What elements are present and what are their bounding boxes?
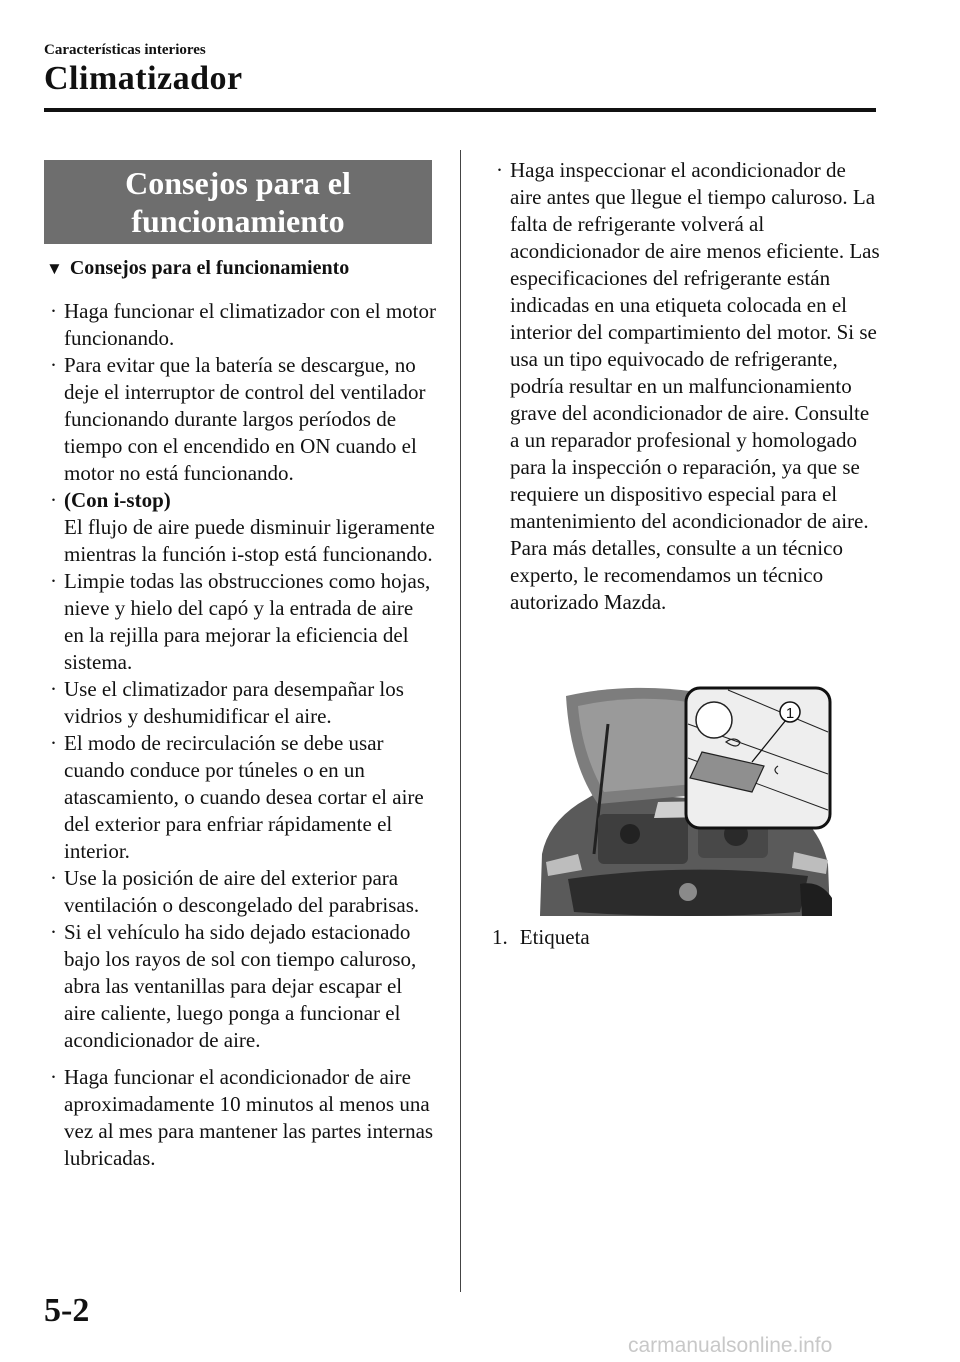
subheading-text: Consejos para el funcionamiento [69, 257, 350, 279]
bullet-icon: · [50, 1065, 57, 1089]
list-item [46, 298, 438, 352]
list-item [492, 157, 880, 616]
list-item [46, 352, 438, 487]
list-item-text: Para evitar que la batería se descargue, no deje el interruptor de control del ventilador funcionando durante largos períodos de tiempo con el encendido en ON cuando el motor no está funcionando. [64, 353, 426, 485]
bullet-icon: · [50, 866, 57, 890]
figure-caption [492, 924, 590, 951]
list-item [46, 676, 438, 730]
list-item-text: El modo de recirculación se debe usar cuando conduce por túneles o en un atascamiento, o cuando desea cortar el aire del exterior para enfriar rápidamente el interior. [64, 731, 424, 863]
bullet-icon: · [50, 677, 57, 701]
section-label: Características interiores [44, 42, 206, 58]
list-item-title: (Con i-stop) [64, 488, 171, 512]
list-item [46, 730, 438, 865]
bullet-icon: · [50, 353, 57, 377]
bullet-icon: · [50, 299, 57, 323]
column-divider [460, 150, 461, 1292]
list-item-text: Limpie todas las obstrucciones como hojas, nieve y hielo del capó y la entrada de aire en la rejilla para mejorar la eficiencia del sistema. [64, 569, 431, 674]
engine-bay-illustration [538, 684, 834, 916]
list-item-text: El flujo de aire puede disminuir ligeramente mientras la función i-stop está funcionando. [64, 515, 435, 566]
subheading [46, 257, 349, 280]
section-banner [44, 160, 432, 244]
left-column [46, 298, 438, 1172]
callout-number: 1 [785, 705, 795, 722]
page-number: 5-2 [44, 1292, 90, 1329]
bullet-icon: · [50, 569, 57, 593]
bullet-icon: · [50, 488, 57, 512]
list-item [46, 865, 438, 919]
caption-number: 1. [492, 925, 508, 949]
header-rule [44, 108, 876, 112]
engine-bay-figure [538, 684, 834, 916]
caption-label: Etiqueta [519, 925, 590, 949]
list-item-text: Haga funcionar el climatizador con el motor funcionando. [64, 299, 437, 350]
bullet-icon: · [50, 731, 57, 755]
list-item-text: Si el vehículo ha sido dejado estacionado bajo los rayos de sol con tiempo caluroso, abra las ventanillas para dejar escapar el aire caliente, luego ponga a funcionar el acondicionador de aire. [64, 920, 417, 1052]
right-column [492, 157, 880, 616]
list-item-text-2: Para más detalles, consulte a un técnico experto, le recomendamos un técnico autorizado Mazda. [510, 536, 843, 614]
list-item [46, 487, 438, 568]
bullet-icon: · [496, 158, 503, 182]
bullet-icon: · [50, 920, 57, 944]
list-item [46, 1064, 438, 1172]
chapter-title: Climatizador [44, 60, 243, 97]
list-item-text: Use la posición de aire del exterior para ventilación o descongelado del parabrisas. [64, 866, 420, 917]
banner-line-1: Consejos para el [125, 165, 351, 201]
list-item [46, 919, 438, 1054]
list-item [46, 568, 438, 676]
banner-line-2: funcionamiento [131, 203, 345, 239]
list-item-text: Use el climatizador para desempañar los vidrios y deshumidificar el aire. [64, 677, 404, 728]
watermark: carmanualsonline.info [628, 1334, 833, 1357]
triangle-down-icon: ▼ [46, 258, 63, 278]
list-item-text: Haga funcionar el acondicionador de aire aproximadamente 10 minutos al menos una vez al mes para mantener las partes internas lubricadas. [64, 1065, 434, 1170]
list-item-text: Haga inspeccionar el acondicionador de aire antes que llegue el tiempo caluroso. La falta de refrigerante volverá al acondicionador de aire menos eficiente. Las especificaciones del refrigerante están indicadas en una etiqueta colocada en el interior del compartimiento del motor. Si se usa un tipo equivocado de refrigerante, podría resultar en un malfuncionamiento grave del acondicionador de aire. Consulte a un reparador profesional y homologado para la inspección o reparación, ya que se requiere un dispositivo especial para el mantenimiento del acondicionador de aire. [510, 158, 880, 533]
